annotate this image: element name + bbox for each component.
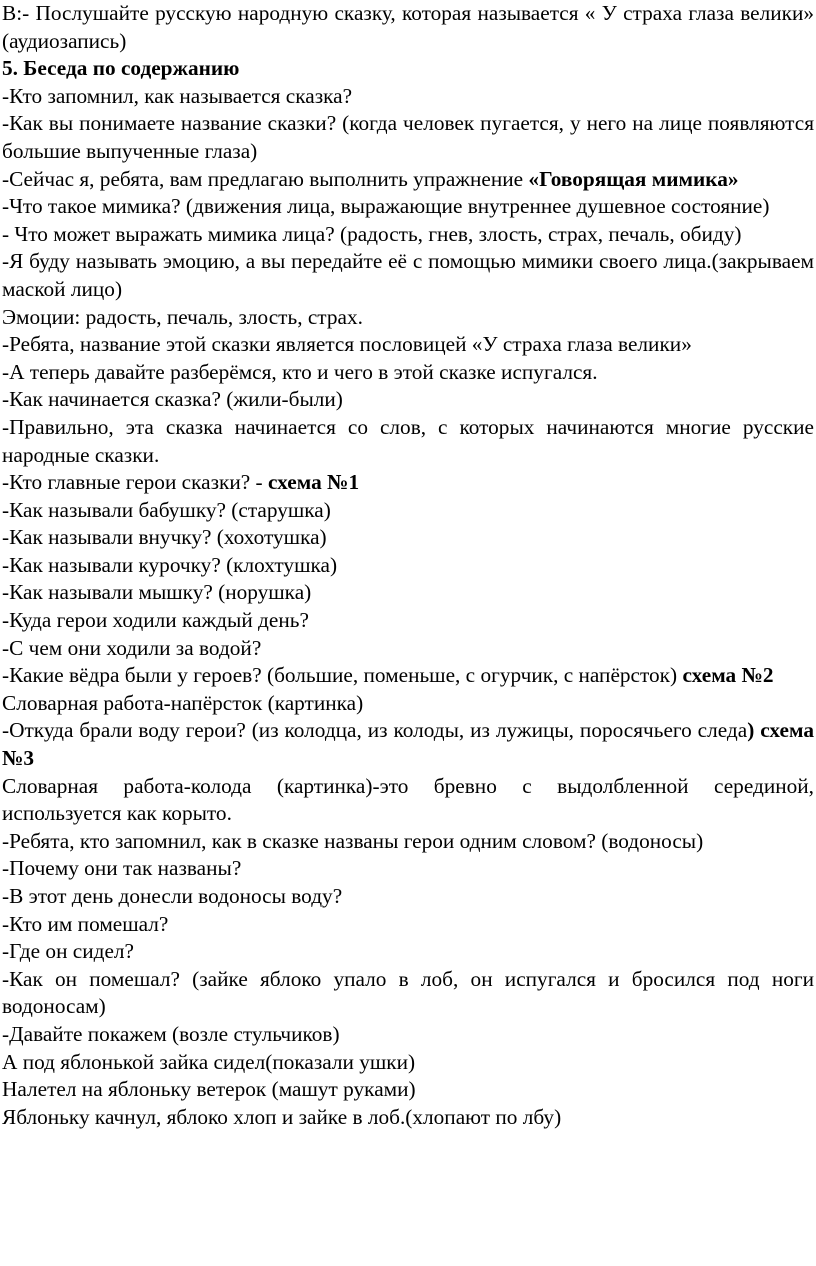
text: -Какие вёдра были у героев? (большие, поменьше, с огурчик, с напёрсток) xyxy=(2,663,683,688)
text: -А теперь давайте разберёмся, кто и чего в этой сказке испугался. xyxy=(2,359,598,384)
text: -В этот день донесли водоносы воду? xyxy=(2,884,343,908)
text: -Как называли курочку? (клохтушка) xyxy=(2,552,338,577)
paragraph xyxy=(2,469,814,497)
paragraph xyxy=(2,717,814,772)
text: -Как начинается сказка? (жили-были) xyxy=(2,387,343,412)
bold-text: 5. Беседа по содержанию xyxy=(2,56,240,81)
paragraph xyxy=(2,607,814,635)
text: -Кто главные герои сказки? - xyxy=(2,470,268,495)
paragraph xyxy=(2,331,814,359)
paragraph xyxy=(2,414,814,469)
text: -Ребята, кто запомнил, как в сказке названы герои одним словом? (водоносы) xyxy=(2,828,704,853)
paragraph xyxy=(2,193,814,221)
paragraph xyxy=(2,883,814,911)
text: -Как он помешал? (зайке яблоко упало в лоб, он испугался и бросился под ноги водоносам) xyxy=(2,966,814,1019)
paragraph xyxy=(2,0,814,55)
text: -Как вы понимаете название сказки? (когда человек пугается, у него на лице появляются большие выпученные глаза) xyxy=(2,111,814,163)
text: -Как называли мышку? (норушка) xyxy=(2,580,312,605)
paragraph xyxy=(2,662,814,690)
paragraph xyxy=(2,55,814,83)
paragraph xyxy=(2,773,814,828)
paragraph xyxy=(2,83,814,111)
paragraph xyxy=(2,635,814,663)
bold-text: «Говорящая мимика» xyxy=(528,166,739,191)
paragraph xyxy=(2,552,814,580)
text: Словарная работа-колода (картинка)-это бревно с выдолбленной серединой, используется как корыто. xyxy=(2,773,814,826)
text: Яблоньку качнул, яблоко хлоп и зайке в лоб.(хлопают по лбу) xyxy=(2,1104,562,1129)
paragraph xyxy=(2,1021,814,1049)
paragraph xyxy=(2,221,814,249)
text: -Сейчас я, ребята, вам предлагаю выполнить упражнение xyxy=(2,166,529,191)
paragraph xyxy=(2,166,814,194)
text: Эмоции: радость, печаль, злость, страх. xyxy=(2,304,363,329)
text: -Кто запомнил, как называется сказка? xyxy=(2,83,353,108)
paragraph xyxy=(2,304,814,332)
paragraph xyxy=(2,1049,814,1077)
text: Налетел на яблоньку ветерок (машут руками) xyxy=(2,1077,416,1102)
text: -Ребята, название этой сказки является пословицей «У страха глаза велики» xyxy=(2,332,692,357)
paragraph xyxy=(2,1076,814,1104)
paragraph xyxy=(2,110,814,165)
bold-text: ) схема №3 xyxy=(2,718,814,771)
text: -Где он сидел? xyxy=(2,939,135,964)
text: Словарная работа-напёрсток (картинка) xyxy=(2,690,364,715)
text: -Кто им помешал? xyxy=(2,911,169,936)
text: А под яблонькой зайка сидел(показали ушки) xyxy=(2,1049,416,1074)
text: -Я буду называть эмоцию, а вы передайте её с помощью мимики своего лица.(закрываем маской лицо) xyxy=(2,249,814,301)
text: -Как называли внучку? (хохотушка) xyxy=(2,525,327,550)
paragraph xyxy=(2,248,814,303)
paragraph xyxy=(2,911,814,939)
paragraph xyxy=(2,524,814,552)
text: -Давайте покажем (возле стульчиков) xyxy=(2,1021,340,1046)
text: - Что может выражать мимика лица? (радость, гнев, злость, страх, печаль, обиду) xyxy=(2,221,742,246)
paragraph xyxy=(2,386,814,414)
bold-text: схема №1 xyxy=(267,470,360,495)
paragraph xyxy=(2,359,814,387)
text: В:- Послушайте русскую народную сказку, которая называется « У страха глаза велики» (аудиозапись) xyxy=(2,1,814,53)
text: -Что такое мимика? (движения лица, выражающие внутреннее душевное состояние) xyxy=(2,194,770,219)
paragraph xyxy=(2,966,814,1021)
text: -Откуда брали воду герои? (из колодца, из колоды, из лужицы, поросячьего следа xyxy=(2,718,748,743)
paragraph xyxy=(2,690,814,718)
text: -Правильно, эта сказка начинается со слов, с которых начинаются многие русские народные сказки. xyxy=(2,414,814,467)
paragraph xyxy=(2,855,814,883)
text: -Куда герои ходили каждый день? xyxy=(2,608,309,633)
paragraph xyxy=(2,1104,814,1132)
paragraph xyxy=(2,938,814,966)
text: -Почему они так названы? xyxy=(2,856,242,881)
text: -Как называли бабушку? (старушка) xyxy=(2,497,331,522)
paragraph xyxy=(2,828,814,856)
bold-text: схема №2 xyxy=(682,663,774,688)
paragraph xyxy=(2,497,814,525)
paragraph xyxy=(2,579,814,607)
text: -С чем они ходили за водой? xyxy=(2,635,262,660)
